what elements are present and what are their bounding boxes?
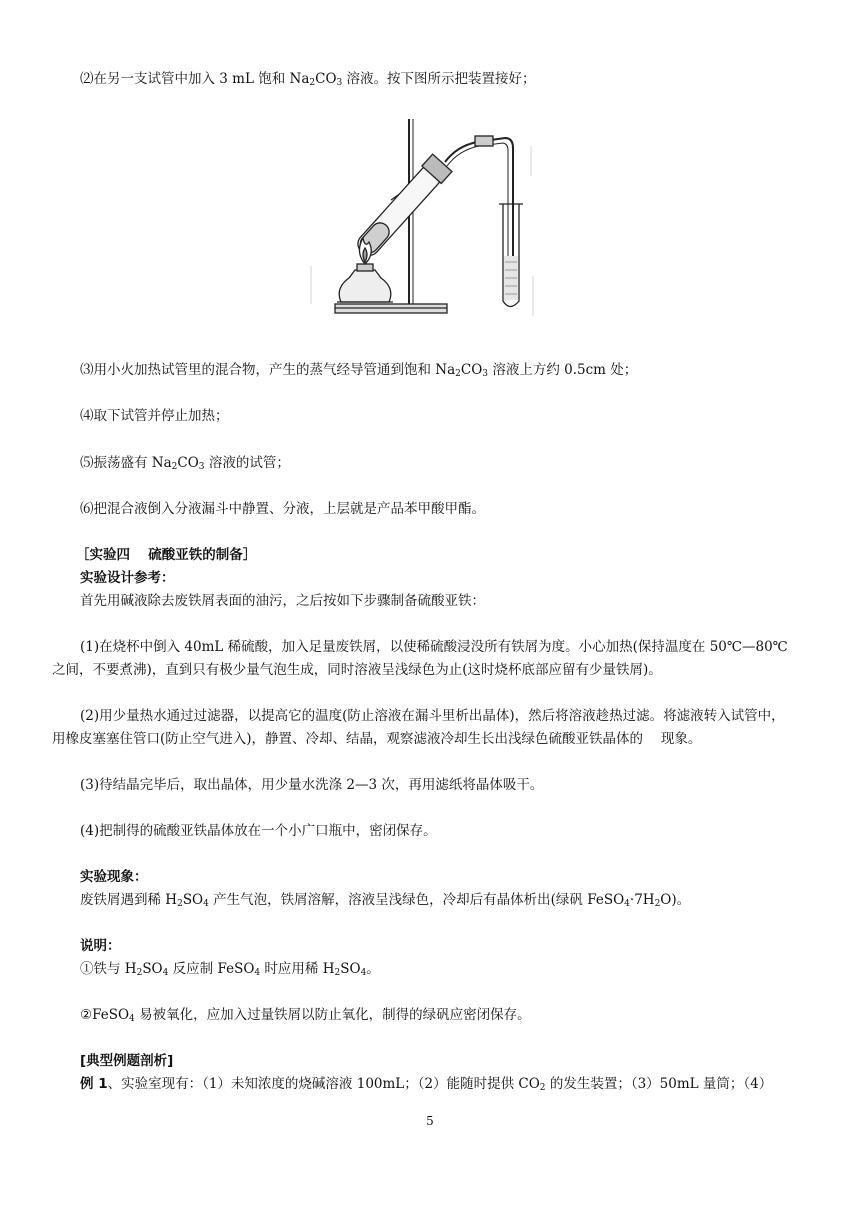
design-reference-label: 实验设计参考： xyxy=(80,570,175,586)
typical-examples-title: [典型例题剖析] xyxy=(80,1053,174,1069)
step-2-text: ⑵在另一支试管中加入 3 mL 饱和 $Na_2CO_3$ 溶液。按下图所示把装置接好； xyxy=(80,71,536,88)
procedure-3: (3)待结晶完毕后，取出晶体，用少量水洗涤 2—3 次，再用滤纸将晶体吸干。 xyxy=(80,777,544,793)
procedure-1-line-2: 之间，不要煮沸)，直到只有极少量气泡生成，同时溶液呈浅绿色为止(这时烧杯底部应留有少量铁屑)。 xyxy=(52,662,662,678)
step-6-text: ⑹把混合液倒入分液漏斗中静置、分液，上层就是产品苯甲酸甲酯。 xyxy=(80,501,485,517)
step-4-text: ⑷取下试管并停止加热； xyxy=(80,408,229,424)
experiment-intro: 首先用碱液除去废铁屑表面的油污，之后按如下步骤制备硫酸亚铁： xyxy=(80,593,485,609)
experiment-4-title: ［实验四 硫酸亚铁的制备］ xyxy=(76,547,257,563)
procedure-4: (4)把制得的硫酸亚铁晶体放在一个小广口瓶中，密闭保存。 xyxy=(80,823,437,839)
example-1-label: 例 1 xyxy=(80,1076,108,1092)
step-5-text: ⑸振荡盛有 $Na_2CO_3$ 溶液的试管； xyxy=(80,455,290,472)
note-1: ①铁与 $H_2SO_4$ 反应制 FeSO$_4$ 时应用稀 $H_2SO_4$。 xyxy=(80,961,380,978)
procedure-1-line-1: (1)在烧杯中倒入 40mL 稀硫酸，加入足量废铁屑，以使稀硫酸浸没所有铁屑为度。小心加热(保持温度在 50℃—80℃ xyxy=(80,639,788,655)
phenomenon-text: 废铁屑遇到稀 $H_2SO_4$ 产生气泡，铁屑溶解，溶液呈浅绿色，冷却后有晶体析出(绿矾 $FeSO_4\cdot 7H_2O$)。 xyxy=(80,892,691,909)
procedure-2-line-1: (2)用少量热水通过过滤器，以提高它的温度(防止溶液在漏斗里析出晶体)，然后将溶液趁热过滤。将滤液转入试管中， xyxy=(80,708,785,724)
procedure-2-line-2: 用橡皮塞塞住管口(防止空气进入)，静置、冷却、结晶，观察滤液冷却生长出浅绿色硫酸亚铁晶体的 现象。 xyxy=(52,731,702,747)
note-2: ②FeSO$_4$ 易被氧化，应加入过量铁屑以防止氧化，制得的绿矾应密闭保存。 xyxy=(80,1007,531,1024)
page-number: 5 xyxy=(426,1114,434,1128)
phenomenon-label: 实验现象： xyxy=(80,869,148,885)
distillation-apparatus-figure xyxy=(307,116,547,320)
example-1-text: 例 1、实验室现有：（1）未知浓度的烧碱溶液 100mL；（2）能随时提供 $CO_2$ 的发生装置；（3）50mL 量筒；（4） xyxy=(80,1076,773,1093)
note-label: 说明： xyxy=(80,938,121,954)
step-3-text: ⑶用小火加热试管里的混合物，产生的蒸气经导管通到饱和 $Na_2CO_3$ 溶液上方约 0.5cm 处； xyxy=(80,362,638,379)
